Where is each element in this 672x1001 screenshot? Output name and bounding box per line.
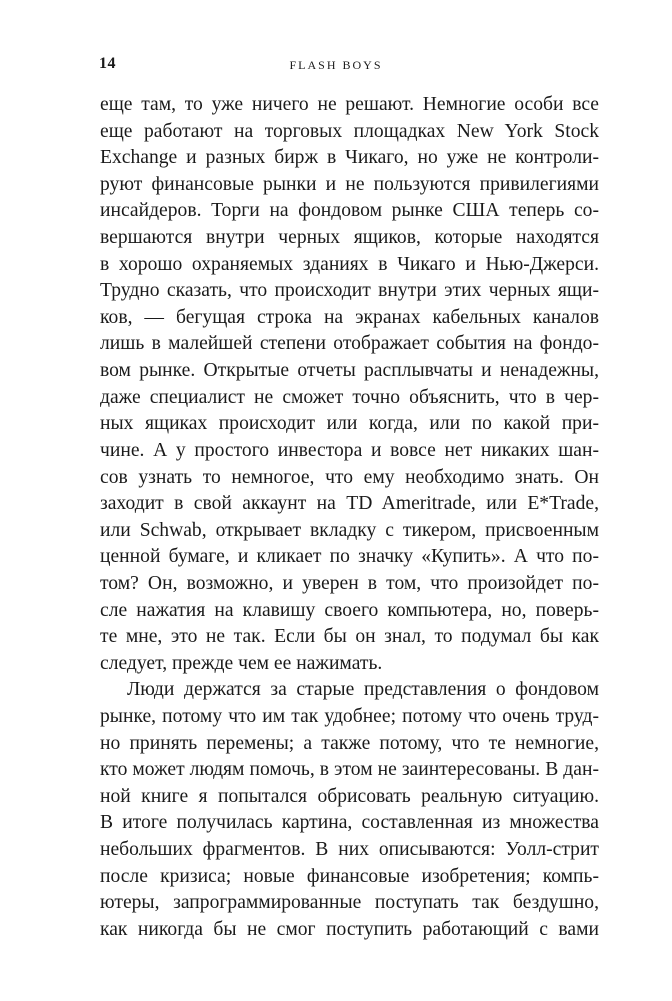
- text-line: но принять перемены; а также потому, что те немногие,: [100, 732, 599, 754]
- text-line: инсайдеров. Торги на фондовом рынке США теперь со-: [100, 200, 599, 222]
- text-line: вом рынке. Открытые отчеты расплывчаты и ненадежны,: [100, 360, 599, 382]
- text-line: ков, — бегущая строка на экранах кабельных каналов: [100, 306, 599, 328]
- text-line: те мне, это не так. Если бы он знал, то подумал бы как: [100, 626, 599, 648]
- body-text: [100, 92, 599, 944]
- text-line: В итоге получилась картина, составленная из множества: [100, 812, 599, 834]
- text-line: заходит в свой аккаунт на TD Ameritrade, или E*Trade,: [100, 493, 599, 515]
- text-line: ютеры, запрограммированные поступать так бездушно,: [100, 892, 599, 914]
- text-line: в хорошо охраняемых зданиях в Чикаго и Нью-Джерси.: [100, 253, 599, 275]
- text-line: рынке, потому что им так удобнее; потому что очень труд-: [100, 706, 599, 728]
- text-line: сов узнать то немногое, что ему необходимо знать. Он: [100, 466, 599, 488]
- text-line: сле нажатия на клавишу своего компьютера, но, поверь-: [100, 599, 599, 621]
- text-line: руют финансовые рынки и не пользуются привилегиями: [100, 173, 599, 195]
- text-line: том? Он, возможно, и уверен в том, что произойдет по-: [100, 572, 599, 594]
- text-line: ценной бумаге, и кликает по значку «Купить». А что по-: [100, 546, 599, 568]
- text-line: ной книге я попытался обрисовать реальную ситуацию.: [100, 785, 599, 807]
- text-line: или Schwab, открывает вкладку с тикером, присвоенным: [100, 519, 599, 541]
- text-line: кто может людям помочь, в этом не заинтересованы. В дан-: [100, 759, 599, 781]
- text-line: небольших фрагментов. В них описываются: Уолл-стрит: [100, 839, 599, 861]
- text-line: как никогда бы не смог поступить работающий с вами: [100, 918, 599, 940]
- text-line: ных ящиках происходит или когда, или по какой при-: [100, 413, 599, 435]
- text-line: еще там, то уже ничего не решают. Немногие особи все: [100, 94, 599, 115]
- text-line: вершаются внутри черных ящиков, которые находятся: [100, 227, 599, 249]
- paragraph-end-line: следует, прежде чем ее нажимать.: [100, 652, 383, 674]
- text-line: чине. А у простого инвестора и вовсе нет никаких шан-: [100, 439, 599, 461]
- paragraph-start-line: Люди держатся за старые представления о фондовом: [127, 679, 599, 701]
- page-number: 14: [99, 55, 116, 72]
- text-line: после кризиса; новые финансовые изобретения; компь-: [100, 865, 599, 887]
- running-head: FLASH BOYS: [289, 58, 383, 72]
- text-line: даже специалист не сможет точно объяснить, что в чер-: [100, 386, 599, 408]
- text-line: еще работают на торговых площадках New York Stock: [100, 120, 599, 142]
- text-line: лишь в малейшей степени отображает события на фондо-: [100, 333, 599, 355]
- text-line: Exchange и разных бирж в Чикаго, но уже не контроли-: [100, 147, 599, 169]
- text-line: Трудно сказать, что происходит внутри этих черных ящи-: [100, 280, 599, 302]
